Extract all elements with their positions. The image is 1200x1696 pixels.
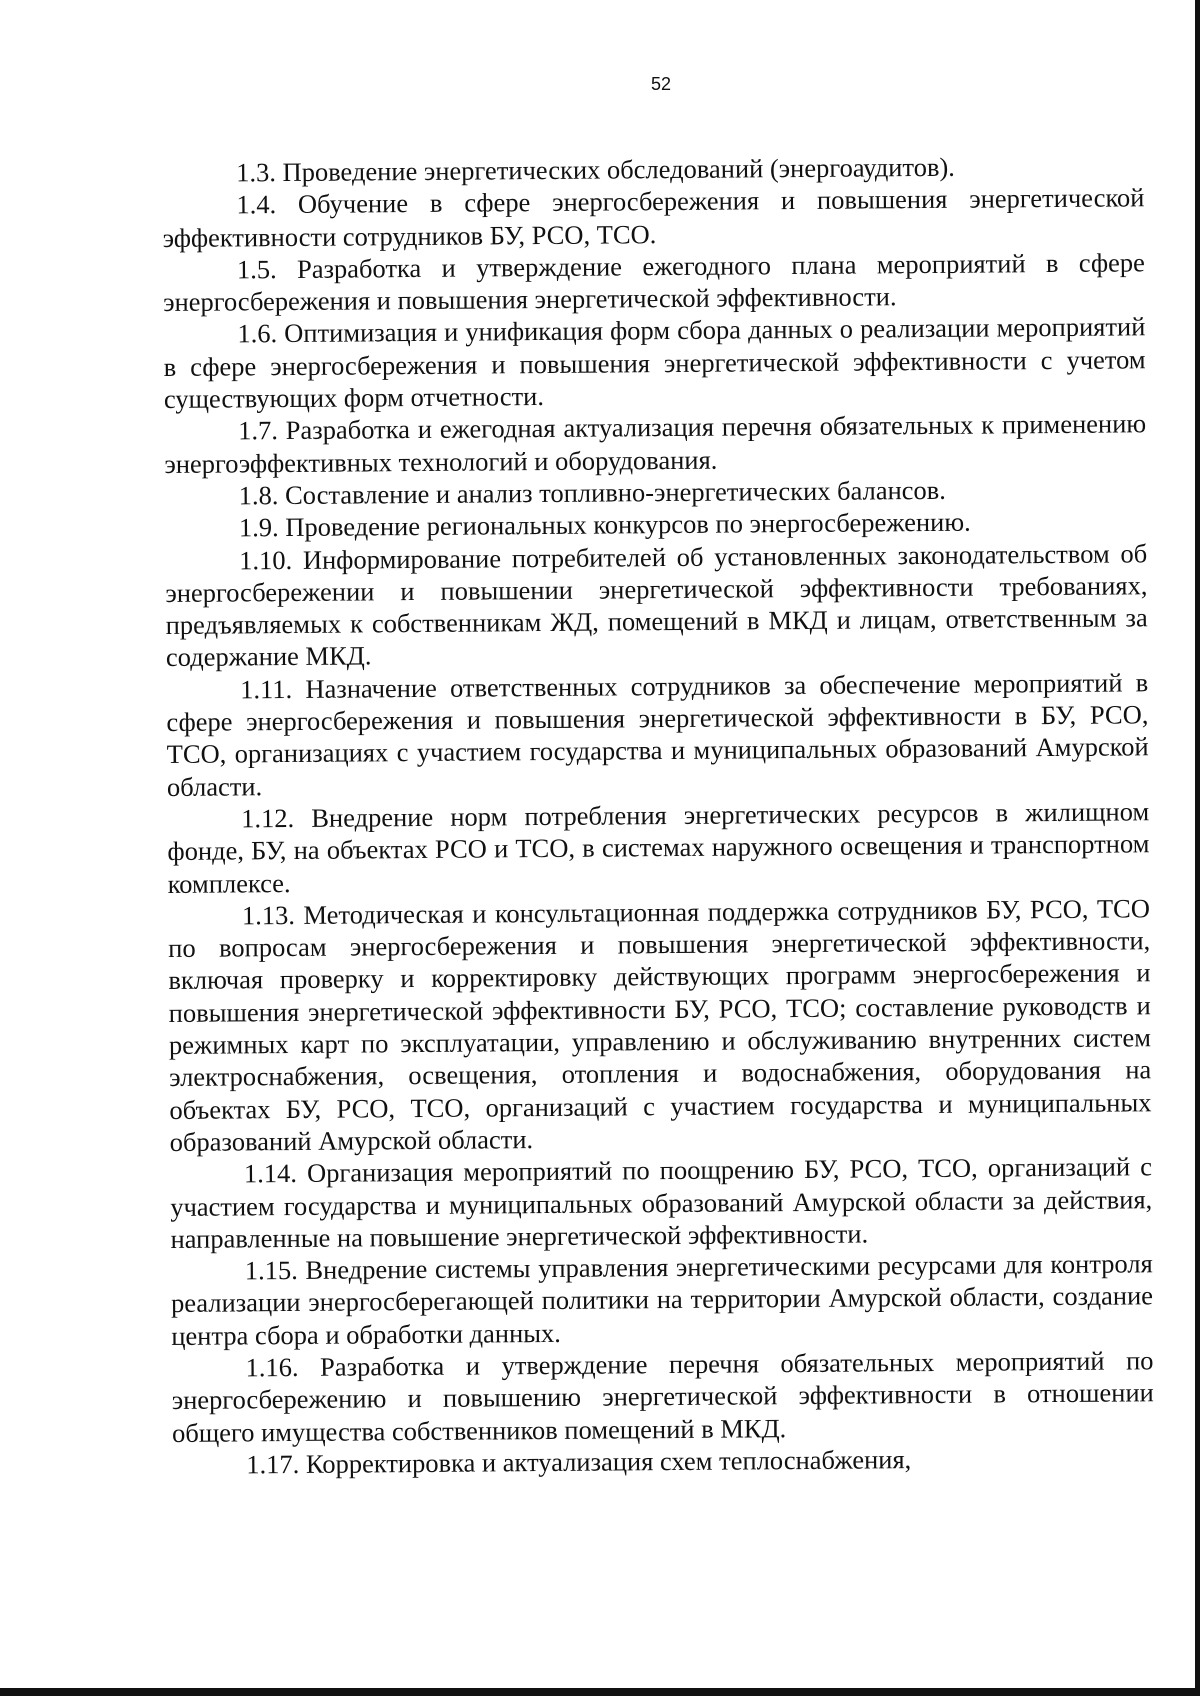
paragraph-1-16: 1.16. Разработка и утверждение перечня обязательных мероприятий по энергосбережению и повышению энергетической эффективности в отношении общего имущества собственников помещений в МКД. bbox=[171, 1345, 1154, 1448]
paragraph-1-15: 1.15. Внедрение системы управления энергетическими ресурсами для контроля реализации энергосберегающей политики на территории Амурской области, создание центра сбора и обработки данных. bbox=[170, 1248, 1154, 1351]
paragraph-1-3: 1.3. Проведение энергетических обследований (энергоаудитов). bbox=[236, 151, 955, 188]
paragraph-1-4: 1.4. Обучение в сфере энергосбережения и повышения энергетической эффективности сотрудников БУ, РСО, ТСО. bbox=[162, 182, 1145, 253]
paragraph-1-6: 1.6. Оптимизация и унификация форм сбора данных о реализации мероприятий в сфере энергосбережения и повышения энергетической эффективности с учетом существующих форм отчетности. bbox=[163, 311, 1146, 415]
paragraph-1-5: 1.5. Разработка и утверждение ежегодного плана мероприятий в сфере энергосбережения и повышения энергетической эффективности. bbox=[163, 247, 1145, 318]
scan-edge-bottom bbox=[0, 1688, 1200, 1696]
paragraph-1-7: 1.7. Разработка и ежегодная актуализация перечня обязательных к применению энергоэффективных технологий и оборудования. bbox=[164, 408, 1147, 479]
paragraph-1-11: 1.11. Назначение ответственных сотрудников за обеспечение мероприятий в сфере энергосбережения и повышения энергетической эффективности в БУ, РСО, ТСО, организациях с участием государства и муниципальных образований Амурской области. bbox=[166, 667, 1149, 802]
paragraph-1-17: 1.17. Корректировка и актуализация схем теплоснабжения, bbox=[246, 1444, 912, 1480]
scan-edge-right bbox=[1195, 0, 1200, 1696]
paragraph-1-8: 1.8. Составление и анализ топливно-энергетических балансов. bbox=[238, 474, 946, 511]
paragraph-1-12: 1.12. Внедрение норм потребления энергетических ресурсов в жилищном фонде, БУ, на объектах РСО и ТСО, в системах наружного освещения и транспортном комплексе. bbox=[167, 796, 1150, 899]
paragraph-1-14: 1.14. Организация мероприятий по поощрению БУ, РСО, ТСО, организаций с участием государства и муниципальных образований Амурской области за действия, направленные на повышение энергетической эффективности. bbox=[170, 1151, 1153, 1254]
paragraph-1-10: 1.10. Информирование потребителей об установленных законодательством об энергосбережении и повышении энергетической эффективности требованиях, предъявляемых к собственникам ЖД, помещений в МКД и лицам, ответственным за содержание МКД. bbox=[165, 537, 1148, 673]
page-number: 52 bbox=[650, 74, 672, 94]
paragraph-1-13: 1.13. Методическая и консультационная поддержка сотрудников БУ, РСО, ТСО по вопросам энергосбережения и повышения энергетической эффективности, включая проверку и корректировку действующих программ энергосбережения и повышения энергетической эффективности БУ, РСО, ТСО; составление руководств и режимных карт по эксплуатации, управлению и обслуживанию внутренних систем электроснабжения, освещения, отопления и водоснабжения, оборудования на объектах БУ, РСО, ТСО, организаций с участием государства и муниципальных образований Амурской области. bbox=[168, 893, 1152, 1157]
paragraph-1-9: 1.9. Проведение региональных конкурсов по энергосбережению. bbox=[238, 506, 971, 543]
document-body bbox=[162, 149, 1154, 1481]
